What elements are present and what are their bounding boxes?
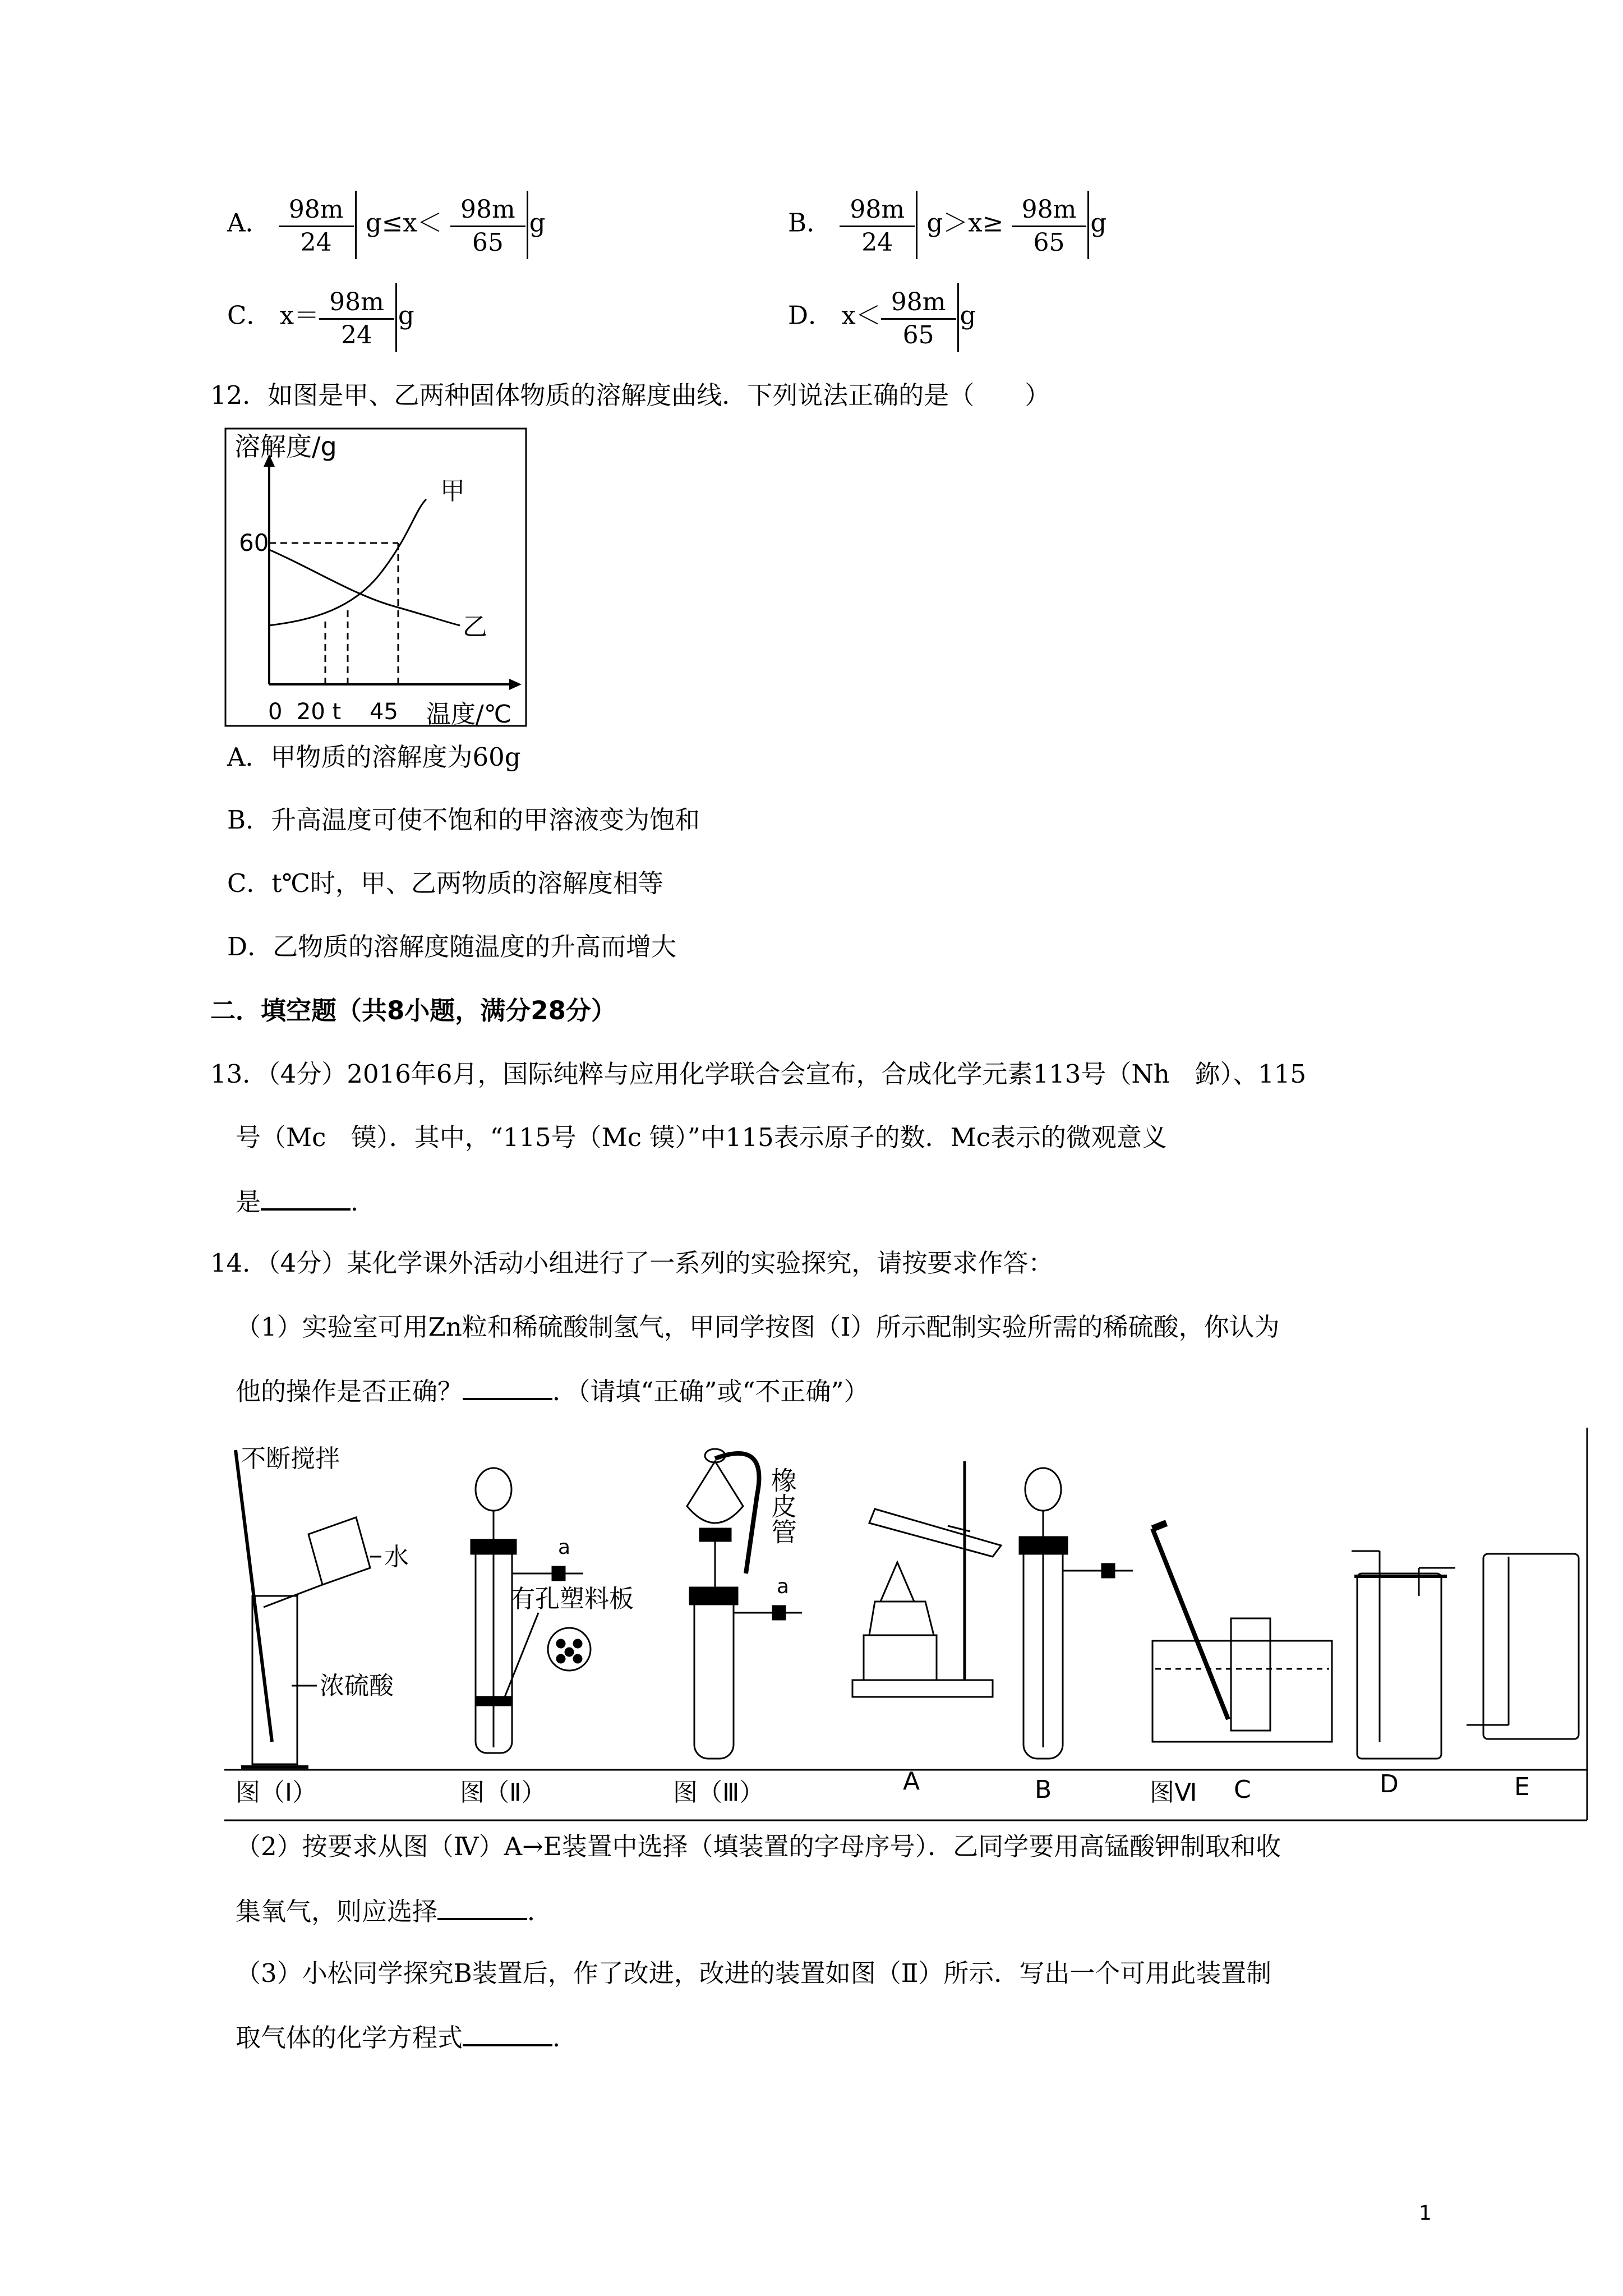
- unit: g: [529, 208, 546, 238]
- fig3-valve-a: a: [777, 1575, 790, 1598]
- fraction: [840, 195, 915, 255]
- fraction-bar: [395, 283, 397, 352]
- q12-option-b: B．升高温度可使不饱和的甲溶液变为饱和: [227, 805, 700, 835]
- fraction-bar: [1087, 191, 1089, 259]
- curve-yi: [269, 550, 460, 625]
- numerator: 98m: [840, 195, 915, 227]
- label-d: D: [1380, 1770, 1399, 1798]
- text: ．: [552, 2023, 578, 2053]
- option-label: B．: [788, 208, 832, 238]
- option-label: D．: [788, 300, 834, 330]
- text: ．: [527, 1897, 553, 1926]
- chart-frame: [225, 429, 526, 726]
- fig1-cylinder: [236, 1450, 381, 1767]
- q13-line2: 号（Mc 镆）．其中，“115号（Mc 镆）”中115表示原子的数．Mc表示的微观意义: [236, 1122, 1167, 1152]
- q14-part3-line1: （3）小松同学探究B装置后，作了改进，改进的装置如图（Ⅱ）所示．写出一个可用此装置制: [236, 1958, 1272, 1988]
- numerator: 98m: [450, 195, 525, 227]
- fraction: [279, 195, 354, 255]
- x-axis-label: 温度/℃: [426, 700, 512, 729]
- apparatus-e: [1467, 1554, 1579, 1739]
- numerator: 98m: [319, 288, 394, 320]
- fraction: [450, 195, 525, 255]
- denominator: 65: [1033, 228, 1065, 257]
- text: 他的操作是否正确？: [236, 1377, 463, 1406]
- q12-option-a: A．甲物质的溶解度为60g: [227, 742, 521, 772]
- q11-option-d: [788, 283, 976, 352]
- series-jia-label: 甲: [440, 477, 465, 505]
- fraction-bar: [527, 191, 528, 259]
- option-label: C．: [227, 300, 272, 330]
- y-axis-label: 溶解度/g: [234, 431, 337, 462]
- denominator: 65: [902, 320, 934, 349]
- text: 集氧气，则应选择: [236, 1897, 438, 1926]
- q11-option-c: [227, 283, 414, 352]
- q14-part2-line1: （2）按要求从图（Ⅳ）A→E装置中选择（填装置的字母序号）．乙同学要用高锰酸钾制取和收: [236, 1832, 1281, 1861]
- q14-part2-line2: [236, 1893, 552, 1929]
- text: ．（请填“正确”或“不正确”）: [552, 1377, 869, 1406]
- fig3-caption: 图（Ⅲ）: [673, 1778, 764, 1807]
- fig1-caption: 图（Ⅰ）: [236, 1778, 317, 1807]
- page-number: 1: [1419, 2202, 1432, 2225]
- x-axis-arrow: [509, 679, 522, 690]
- fig1-acid-label: 浓硫酸: [320, 1672, 394, 1700]
- fig2-caption: 图（Ⅱ）: [460, 1778, 546, 1807]
- q12-option-d: D．乙物质的溶解度随温度的升高而增大: [227, 932, 677, 961]
- text: 取气体的化学方程式: [236, 2023, 463, 2053]
- fig3-rubber-label: 橡皮管: [767, 1467, 797, 1544]
- fig1-water-label: 水: [384, 1543, 409, 1571]
- inequality: g≤x＜: [365, 208, 442, 238]
- answer-blank[interactable]: [437, 1893, 527, 1920]
- label-e: E: [1514, 1773, 1530, 1801]
- fraction-bar: [355, 191, 357, 259]
- inequality: g＞x≥: [926, 208, 1004, 238]
- curve-jia: [269, 499, 426, 625]
- label-b: B: [1035, 1775, 1052, 1804]
- denominator: 65: [472, 228, 504, 257]
- q11-option-b: [788, 191, 1106, 259]
- x-tick-labels: 0 20 t 45: [268, 699, 398, 725]
- unit: g: [398, 300, 414, 330]
- label-a: A: [903, 1767, 920, 1796]
- inequality: x＝: [279, 300, 320, 330]
- q11-option-a: [227, 191, 546, 259]
- unit: g: [960, 300, 976, 330]
- q14-part1-line2: [236, 1373, 869, 1409]
- apparatus-b: [1020, 1468, 1133, 1759]
- option-label: A．: [227, 208, 271, 238]
- numerator: 98m: [279, 195, 354, 227]
- denominator: 24: [300, 228, 332, 257]
- q14-line1: 14．（4分）某化学课外活动小组进行了一系列的实验探究，请按要求作答：: [210, 1248, 1054, 1278]
- fraction: [319, 288, 394, 348]
- q13-line1: 13．（4分）2016年6月，国际纯粹与应用化学联合会宣布，合成化学元素113号（Nh 鉨）、115: [210, 1059, 1307, 1089]
- answer-blank[interactable]: [261, 1184, 351, 1211]
- apparatus-figure: [224, 1428, 1593, 1826]
- q12-stem: 12．如图是甲、乙两种固体物质的溶解度曲线．下列说法正确的是（ ）: [210, 380, 1050, 410]
- unit: g: [1090, 208, 1107, 238]
- numerator: 98m: [1012, 195, 1087, 227]
- denominator: 24: [341, 320, 372, 349]
- denominator: 24: [861, 228, 893, 257]
- fig2-plate-label: 有孔塑料板: [510, 1585, 634, 1613]
- q12-option-c: C．t℃时，甲、乙两物质的溶解度相等: [227, 868, 663, 898]
- apparatus-d: [1352, 1551, 1455, 1759]
- answer-blank[interactable]: [463, 1373, 552, 1400]
- apparatus-a: [852, 1461, 1001, 1697]
- inequality: x＜: [841, 300, 881, 330]
- tick-60: 60: [239, 529, 269, 556]
- fraction: [881, 288, 956, 348]
- solubility-chart: [224, 426, 538, 740]
- text: ．: [351, 1187, 376, 1217]
- q13-line3: [236, 1184, 376, 1219]
- series-yi-label: 乙: [463, 613, 487, 641]
- fraction: [1012, 195, 1087, 255]
- label-c: C: [1234, 1775, 1251, 1804]
- q14-part1-line1: （1）实验室可用Zn粒和稀硫酸制氢气，甲同学按图（Ⅰ）所示配制实验所需的稀硫酸，你认为: [236, 1312, 1280, 1342]
- fig6-caption: 图Ⅵ: [1150, 1778, 1197, 1807]
- fraction-bar: [957, 283, 959, 352]
- fig2-valve-a: a: [558, 1536, 571, 1559]
- text: 是: [236, 1187, 261, 1217]
- q14-part3-line2: [236, 2019, 578, 2055]
- answer-blank[interactable]: [463, 2019, 552, 2046]
- apparatus-c: [1152, 1523, 1332, 1742]
- fraction-bar: [916, 191, 917, 259]
- fig1-stir-label: 不断搅拌: [241, 1444, 340, 1473]
- section-heading: 二．填空题（共8小题，满分28分）: [210, 996, 616, 1025]
- numerator: 98m: [881, 288, 956, 320]
